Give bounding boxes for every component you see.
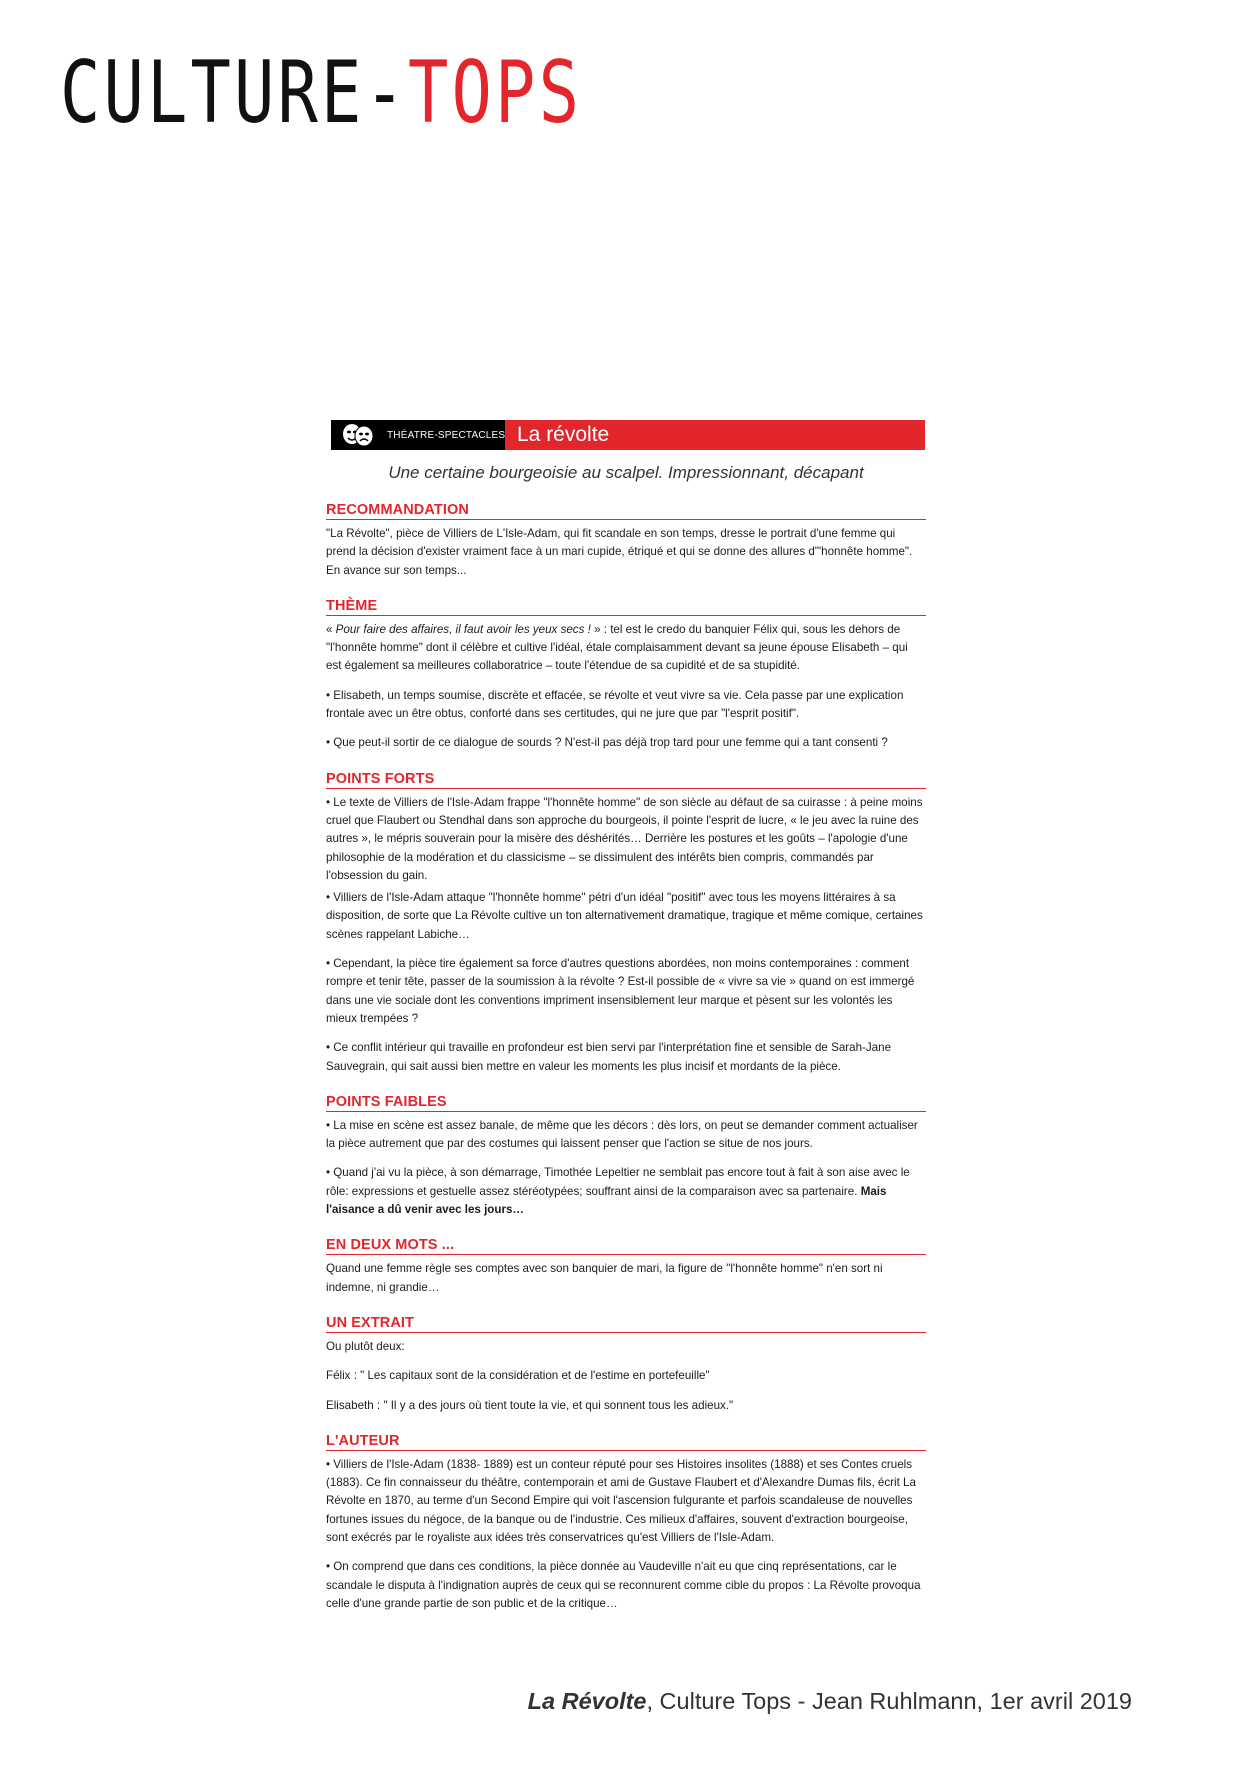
quote-italic: Pour faire des affaires, il faut avoir les yeux secs ! bbox=[335, 622, 591, 636]
section-title: RECOMMANDATION bbox=[326, 502, 926, 520]
section-title: EN DEUX MOTS ... bbox=[326, 1237, 926, 1255]
paragraph: Ou plutôt deux: bbox=[326, 1339, 405, 1353]
section-title: POINTS FORTS bbox=[326, 771, 926, 789]
caption-title: La Révolte bbox=[527, 1688, 647, 1714]
paragraph: • Villiers de l'Isle-Adam attaque "l'honnête homme" pétri d'un idéal "positif" avec tous les moyens littéraires à sa disposition, de sorte que La Révolte cultive un ton alternativement dramatique, tragique et même comique, certaines scènes rappelant Labiche… bbox=[326, 891, 923, 941]
source-caption bbox=[528, 1688, 1132, 1715]
section-extrait bbox=[326, 1315, 926, 1415]
category-block bbox=[331, 420, 505, 450]
section-title: POINTS FAIBLES bbox=[326, 1094, 926, 1112]
paragraph-rest: » : tel est le credo du banquier Félix qui, sous les dehors de "l'honnête homme" dont il célèbre et cultive l'idéal, étale complaisamment devant sa jeune épouse Elisabeth – qui est également sa meilleures collaboratrice – toute l'étendue de sa cupidité et de sa stupidité. bbox=[326, 622, 908, 673]
article-clipping bbox=[326, 420, 926, 1631]
paragraph: • On comprend que dans ces conditions, la pièce donnée au Vaudeville n'ait eu que cinq représentations, car le scandale le disputa à l'indignation auprès de ceux qui se reconnurent comme cible du propos : La Révolte provoqua celle d'une grande partie de son public et de la critique… bbox=[326, 1560, 921, 1610]
section-title: UN EXTRAIT bbox=[326, 1315, 926, 1333]
culture-tops-logo bbox=[60, 43, 583, 143]
paragraph: • Ce conflit intérieur qui travaille en profondeur est bien servi par l'interprétation fine et sensible de Sarah-Jane Sauvegrain, qui sait aussi bien mettre en valeur les moments les plus incisif et mordants de la pièce. bbox=[326, 1041, 892, 1073]
section-en-deux-mots bbox=[326, 1237, 926, 1297]
paragraph bbox=[326, 1164, 926, 1219]
paragraph-text: • Quand j'ai vu la pièce, à son démarrage, Timothée Lepeltier ne semblait pas encore tout à fait à son aise avec le rôle: expressions et gestuelle assez stéréotypées; souffrant ainsi de la comparaison avec sa partenaire. bbox=[326, 1166, 910, 1198]
category-label: THÉATRE-SPECTACLES bbox=[387, 429, 506, 441]
section-title: THÈME bbox=[326, 598, 926, 616]
section-auteur bbox=[326, 1433, 926, 1613]
paragraph: "La Révolte", pièce de Villiers de L'Isle-Adam, qui fit scandale en son temps, dresse le portrait d'une femme qui prend la décision d'exister vraiment face à un mari cupide, étriqué et qui se donne des allures d'"honnête homme". En avance sur son temps... bbox=[326, 527, 913, 577]
paragraph: • Villiers de l'Isle-Adam (1838- 1889) est un conteur réputé pour ses Histoires insolites (1888) et ses Contes cruels (1883). Ce fin connaisseur du théâtre, contemporain et ami de Gustave Flaubert et d'Alexandre Dumas fils, écrit La Révolte en 1870, au terme d'un Second Empire qui voit l'ascension fulgurante et parfois scandaleuse de nouvelles fortunes issues du négoce, de la banque ou de l'industrie. Ces milieux d'affaires, souvent d'extraction bourgeoise, sont exécrés par le royaliste aux idées très conservatrices qu'est Villiers de l'Isle-Adam. bbox=[326, 1457, 916, 1544]
article-title: La révolte bbox=[505, 420, 925, 450]
section-recommandation bbox=[326, 502, 926, 580]
article-header-bar bbox=[331, 420, 925, 450]
paragraph: • Cependant, la pièce tire également sa force d'autres questions abordées, non moins contemporaines : comment rompre et tenir tête, passer de la soumission à la révolte ? Est-il possible de « vivre sa vie » quand on est immergé dans une vie sociale dont les conventions impriment insensiblement leur marque et pèsent sur les volontés les mieux trempées ? bbox=[326, 957, 915, 1025]
theater-masks-icon bbox=[341, 424, 375, 446]
logo-part-red: TOPS bbox=[408, 43, 583, 143]
paragraph-bold: Mais l'aisance a dû venir avec les jours… bbox=[326, 1184, 887, 1217]
paragraph: Félix : " Les capitaux sont de la considération et de l'estime en portefeuille" bbox=[326, 1369, 710, 1383]
paragraph: • Elisabeth, un temps soumise, discrète et effacée, se révolte et veut vivre sa vie. Cela passe par une explication frontale avec un être obtus, conforté dans ses certitudes, qui ne jure que par "l'esprit positif". bbox=[326, 688, 904, 721]
paragraph bbox=[326, 621, 926, 676]
paragraph: Elisabeth : " Il y a des jours où tient toute la vie, et qui sonnent tous les adieux." bbox=[326, 1398, 734, 1412]
paragraph: Quand une femme règle ses comptes avec son banquier de mari, la figure de "l'honnête homme" n'en sort ni indemne, ni grandie… bbox=[326, 1262, 883, 1294]
section-points-forts bbox=[326, 771, 926, 1076]
section-title: L'AUTEUR bbox=[326, 1433, 926, 1451]
article-subtitle: Une certaine bourgeoisie au scalpel. Impressionnant, décapant bbox=[388, 463, 864, 482]
paragraph: • La mise en scène est assez banale, de même que les décors : dès lors, on peut se demander comment actualiser la pièce autrement que par des costumes qui laissent penser que l'action se situe de nos jours. bbox=[326, 1118, 918, 1151]
paragraph: • Le texte de Villiers de l'Isle-Adam frappe "l'honnête homme" de son siècle au défaut de sa cuirasse : à peine moins cruel que Flaubert ou Stendhal dans son approche du bourgeois, il pointe l'esprit de lucre, « le jeu avec la ruine des autres », le mépris souverain pour la misère des déshérités… Derrière les postures et les goûts – l'apologie d'une philosophie de la modération et du classicisme – se dissimulent des intérêts bien compris, commandés par l'obsession du gain. bbox=[326, 795, 923, 882]
paragraph: • Que peut-il sortir de ce dialogue de sourds ? N'est-il pas déjà trop tard pour une femme qui a tant consenti ? bbox=[326, 736, 888, 750]
section-points-faibles bbox=[326, 1094, 926, 1219]
caption-text: , Culture Tops - Jean Ruhlmann, 1er avril 2019 bbox=[646, 1688, 1132, 1714]
logo-part-black: CULTURE- bbox=[60, 43, 409, 143]
section-theme bbox=[326, 598, 926, 753]
quote-open: « bbox=[326, 622, 336, 636]
